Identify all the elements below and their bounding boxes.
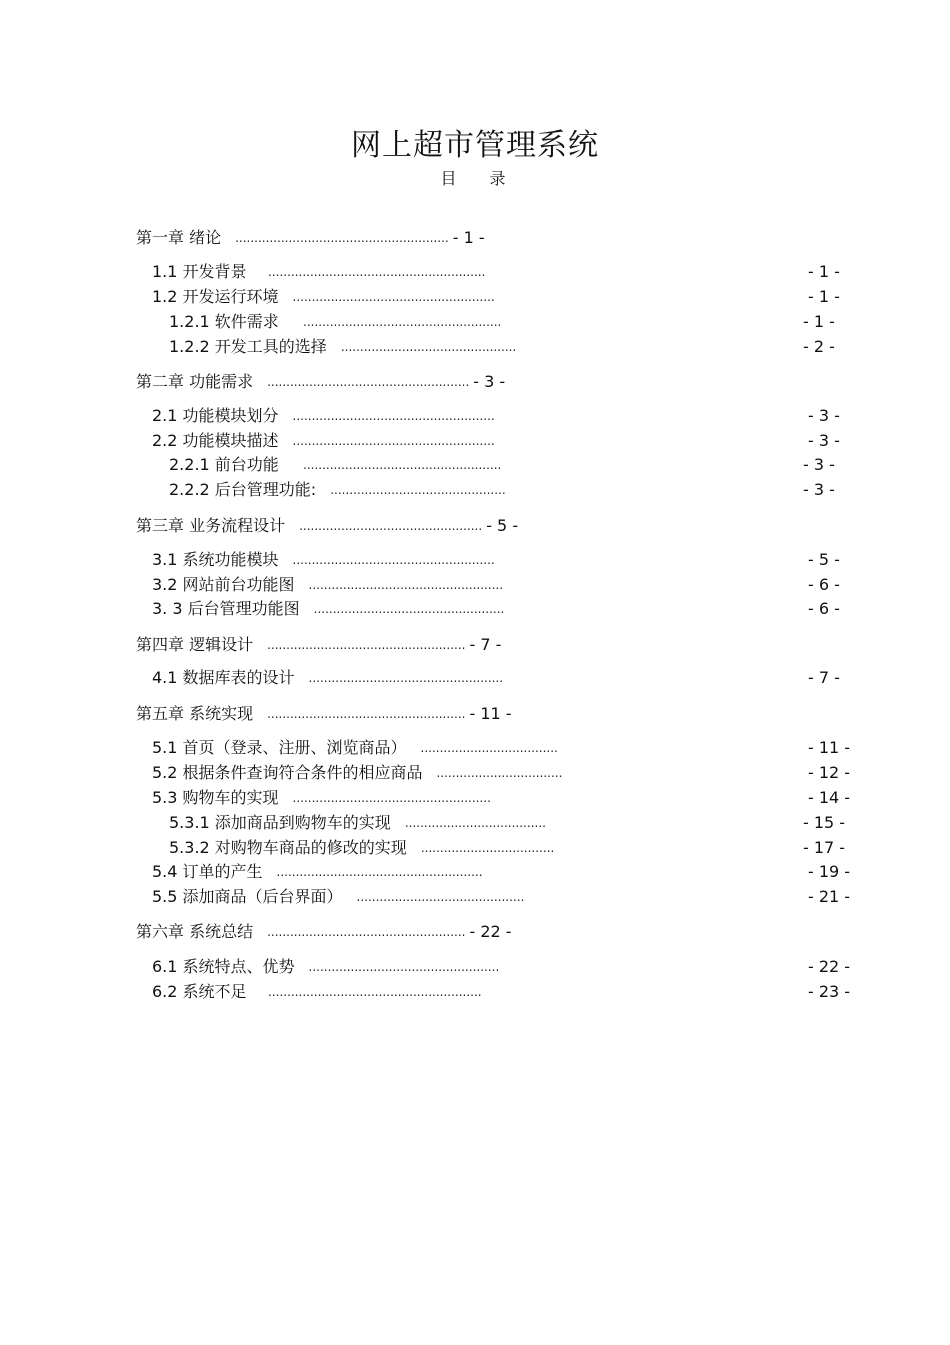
toc-entry-page: - 23 - [808, 982, 851, 1001]
toc-entry[interactable] [0, 598, 950, 620]
toc-entry-leader: .................................... [420, 741, 558, 755]
toc-entry-label: 2.1 功能模块划分 [152, 406, 279, 425]
toc-heading: 目 录 [440, 169, 520, 188]
toc-entry-page: - 3 - [808, 431, 840, 450]
toc-entry-page: - 21 - [808, 887, 851, 906]
toc-entry-leader: ...................................................... [276, 865, 483, 879]
toc-entry-label: 第四章 逻辑设计 [136, 635, 254, 654]
toc-entry-leader: ......................................................... [268, 265, 486, 279]
toc-entry-label: 3. 3 后台管理功能图 [152, 599, 300, 618]
toc-entry-leader: ..................................... [404, 816, 546, 830]
toc-entry-page: - 19 - [808, 862, 851, 881]
toc-entry[interactable] [0, 703, 950, 725]
toc-entry[interactable] [0, 762, 950, 784]
toc-entry-label: 5.3.2 对购物车商品的修改的实现 [169, 838, 407, 857]
toc-entry-leader: .................................................... [267, 707, 466, 721]
toc-entry-leader: ..................................................... [292, 409, 495, 423]
toc-entry-leader: .............................................. [330, 483, 506, 497]
toc-entry-label: 1.2.1 软件需求 [169, 312, 279, 331]
toc-entry-page: - 1 - [808, 262, 840, 281]
toc-entry-page: - 17 - [803, 838, 846, 857]
toc-entry[interactable] [0, 574, 950, 596]
toc-entry-page: - 3 - [803, 455, 835, 474]
toc-entry[interactable] [0, 311, 950, 333]
toc-entry-leader: .................................................... [267, 638, 466, 652]
toc-entry-leader: ............................................ [356, 890, 525, 904]
toc-entry-label: 3.1 系统功能模块 [152, 550, 279, 569]
toc-entry-label: 1.2 开发运行环境 [152, 287, 279, 306]
toc-entry-page: - 22 - [808, 957, 851, 976]
toc-entry-leader: .................................................... [303, 458, 502, 472]
toc-entry-page: - 11 - [469, 704, 512, 723]
toc-entry-leader: ..................................................... [292, 434, 495, 448]
toc-entry[interactable] [0, 737, 950, 759]
toc-entry[interactable] [0, 405, 950, 427]
toc-entry-leader: .................................................... [292, 791, 491, 805]
toc-entry-label: 第二章 功能需求 [136, 372, 254, 391]
toc-entry[interactable] [0, 787, 950, 809]
toc-entry-page: - 3 - [473, 372, 506, 391]
toc-entry-page: - 1 - [803, 312, 835, 331]
toc-entry-label: 5.2 根据条件查询符合条件的相应商品 [152, 763, 423, 782]
toc-entry-label: 第三章 业务流程设计 [136, 516, 286, 535]
toc-entry-leader: .................................................. [313, 602, 505, 616]
toc-entry-leader: ........................................................ [268, 985, 482, 999]
toc-entry-leader: ..................................................... [292, 290, 495, 304]
toc-entry-page: - 15 - [803, 813, 846, 832]
toc-entry-label: 第五章 系统实现 [136, 704, 254, 723]
toc-entry-page: - 2 - [803, 337, 835, 356]
toc-entry-page: - 5 - [808, 550, 840, 569]
document-title: 网上超市管理系统 [351, 128, 599, 163]
toc-entry-leader: ..................................................... [267, 375, 470, 389]
toc-entry-page: - 6 - [808, 575, 840, 594]
toc-entry-leader: .................................................. [308, 960, 500, 974]
toc-entry-label: 第六章 系统总结 [136, 922, 254, 941]
toc-entry-label: 6.2 系统不足 [152, 982, 247, 1001]
toc-entry[interactable] [0, 227, 950, 249]
toc-entry[interactable] [0, 861, 950, 883]
toc-entry[interactable] [0, 921, 950, 943]
toc-entry[interactable] [0, 981, 950, 1003]
toc-entry[interactable] [0, 479, 950, 501]
toc-entry[interactable] [0, 634, 950, 656]
toc-entry[interactable] [0, 430, 950, 452]
toc-entry-leader: ................................................ [299, 519, 483, 533]
toc-entry-page: - 3 - [808, 406, 840, 425]
toc-entry[interactable] [0, 286, 950, 308]
toc-entry-page: - 22 - [469, 922, 512, 941]
toc-entry[interactable] [0, 454, 950, 476]
toc-entry[interactable] [0, 515, 950, 537]
toc-entry[interactable] [0, 956, 950, 978]
toc-entry-leader: ..................................................... [292, 553, 495, 567]
toc-entry-page: - 1 - [452, 228, 485, 247]
toc-entry[interactable] [0, 549, 950, 571]
toc-entry-label: 2.2 功能模块描述 [152, 431, 279, 450]
toc-entry-label: 3.2 网站前台功能图 [152, 575, 295, 594]
toc-entry[interactable] [0, 261, 950, 283]
toc-entry-page: - 3 - [803, 480, 835, 499]
toc-entry-page: - 7 - [808, 668, 840, 687]
toc-entry[interactable] [0, 667, 950, 689]
toc-entry[interactable] [0, 336, 950, 358]
toc-entry-page: - 7 - [469, 635, 502, 654]
toc-entry-page: - 11 - [808, 738, 851, 757]
toc-entry-page: - 5 - [486, 516, 519, 535]
toc-entry-label: 6.1 系统特点、优势 [152, 957, 295, 976]
toc-entry[interactable] [0, 371, 950, 393]
toc-entry-leader: ................................... [420, 841, 555, 855]
toc-entry-page: - 6 - [808, 599, 840, 618]
toc-entry-label: 4.1 数据库表的设计 [152, 668, 295, 687]
toc-entry-label: 5.3.1 添加商品到购物车的实现 [169, 813, 391, 832]
toc-entry-label: 2.2.2 后台管理功能: [169, 480, 317, 499]
toc-entry[interactable] [0, 886, 950, 908]
toc-entry-label: 1.1 开发背景 [152, 262, 247, 281]
toc-entry-leader: ................................................... [308, 671, 504, 685]
toc-entry-leader: ................................................... [308, 578, 504, 592]
toc-entry-leader: .................................................... [267, 925, 466, 939]
toc-entry-label: 2.2.1 前台功能 [169, 455, 279, 474]
toc-entry-label: 5.3 购物车的实现 [152, 788, 279, 807]
toc-entry-leader: .............................................. [340, 340, 517, 354]
toc-entry-leader: ................................. [436, 766, 563, 780]
toc-entry-label: 5.1 首页（登录、注册、浏览商品） [152, 738, 407, 757]
toc-entry[interactable] [0, 837, 950, 859]
toc-entry-page: - 1 - [808, 287, 840, 306]
toc-entry-leader: ........................................................ [235, 231, 449, 245]
toc-entry-page: - 12 - [808, 763, 851, 782]
toc-entry-label: 1.2.2 开发工具的选择 [169, 337, 327, 356]
toc-entry-label: 5.4 订单的产生 [152, 862, 263, 881]
toc-entry-label: 第一章 绪论 [136, 228, 222, 247]
toc-entry-leader: .................................................... [303, 315, 502, 329]
toc-entry[interactable] [0, 812, 950, 834]
toc-entry-page: - 14 - [808, 788, 851, 807]
toc-entry-label: 5.5 添加商品（后台界面） [152, 887, 343, 906]
